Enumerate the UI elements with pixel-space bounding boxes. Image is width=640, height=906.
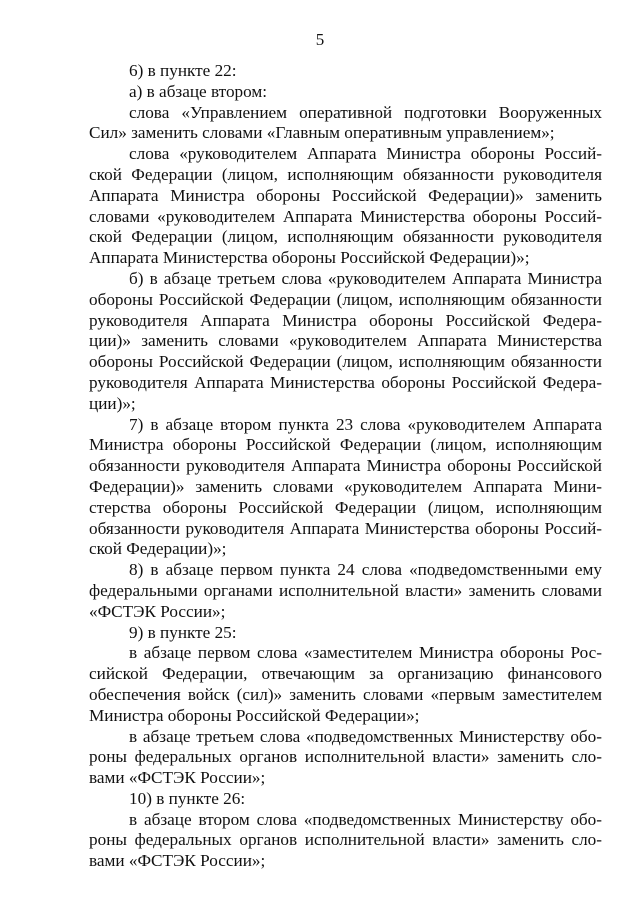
- text-line: ской Федерации)»;: [89, 539, 227, 559]
- text-line: слова «руководителем Аппарата Министра обороны Россий-: [129, 144, 602, 164]
- text-line: ции)» заменить словами «руководителем Аппарата Министерства: [89, 331, 602, 351]
- text-line: 10) в пункте 26:: [129, 788, 246, 808]
- text-line: руководителя Аппарата Министра обороны Российской Федера-: [89, 310, 602, 330]
- text-line: роны федеральных органов исполнительной власти» заменить сло-: [89, 830, 602, 850]
- text-line: Аппарата Министра обороны Российской Федерации)» заменить: [89, 185, 602, 205]
- text-line: Сил» заменить словами «Главным оперативным управлением»;: [89, 123, 555, 143]
- text-line: 6) в пункте 22:: [129, 61, 237, 80]
- text-line: Аппарата Министерства обороны Российской Федерации)»;: [89, 248, 530, 268]
- page-number: 5: [315, 30, 325, 49]
- text-line: обеспечения войск (сил)» заменить словами «первым заместителем: [89, 684, 602, 704]
- text-line: руководителя Аппарата Министерства обороны Российской Федера-: [89, 372, 602, 392]
- text-line: в абзаце первом слова «заместителем Министра обороны Рос-: [129, 643, 602, 663]
- text-line: в абзаце втором слова «подведомственных Министерству обо-: [129, 809, 602, 829]
- text-line: стерства обороны Российской Федерации (лицом, исполняющим: [89, 497, 602, 517]
- text-line: слова «Управлением оперативной подготовки Вооруженных: [129, 102, 602, 122]
- text-line: обязанности руководителя Аппарата Министра обороны Российской: [89, 456, 602, 476]
- document-body: [89, 61, 602, 872]
- text-line: 8) в абзаце первом пункта 24 слова «подведомственными ему: [129, 560, 602, 580]
- text-line: 7) в абзаце втором пункта 23 слова «руководителем Аппарата: [129, 414, 602, 434]
- text-line: б) в абзаце третьем слова «руководителем Аппарата Министра: [129, 268, 602, 288]
- text-line: обороны Российской Федерации (лицом, исполняющим обязанности: [89, 289, 602, 309]
- text-line: словами «руководителем Аппарата Министерства обороны Россий-: [89, 206, 602, 226]
- text-line: Министра обороны Российской Федерации (лицом, исполняющим: [89, 435, 602, 455]
- text-line: «ФСТЭК России»;: [89, 601, 226, 621]
- text-line: ской Федерации (лицом, исполняющим обязанности руководителя: [89, 164, 602, 184]
- text-line: обороны Российской Федерации (лицом, исполняющим обязанности: [89, 352, 602, 372]
- text-line: сийской Федерации, отвечающим за организацию финансового: [89, 664, 602, 684]
- text-line: Министра обороны Российской Федерации»;: [89, 705, 420, 725]
- text-line: обязанности руководителя Аппарата Министерства обороны Россий-: [89, 518, 602, 538]
- text-line: федеральными органами исполнительной власти» заменить словами: [89, 580, 602, 600]
- text-line: Федерации)» заменить словами «руководителем Аппарата Мини-: [89, 476, 602, 496]
- text-line: ции)»;: [89, 393, 136, 413]
- text-line: 9) в пункте 25:: [129, 622, 237, 642]
- text-line: ской Федерации (лицом, исполняющим обязанности руководителя: [89, 227, 602, 247]
- text-line: вами «ФСТЭК России»;: [89, 768, 266, 788]
- text-line: в абзаце третьем слова «подведомственных Министерству обо-: [129, 726, 602, 746]
- text-line: а) в абзаце втором:: [129, 81, 268, 101]
- text-line: вами «ФСТЭК России»;: [89, 851, 266, 871]
- text-line: роны федеральных органов исполнительной власти» заменить сло-: [89, 747, 602, 767]
